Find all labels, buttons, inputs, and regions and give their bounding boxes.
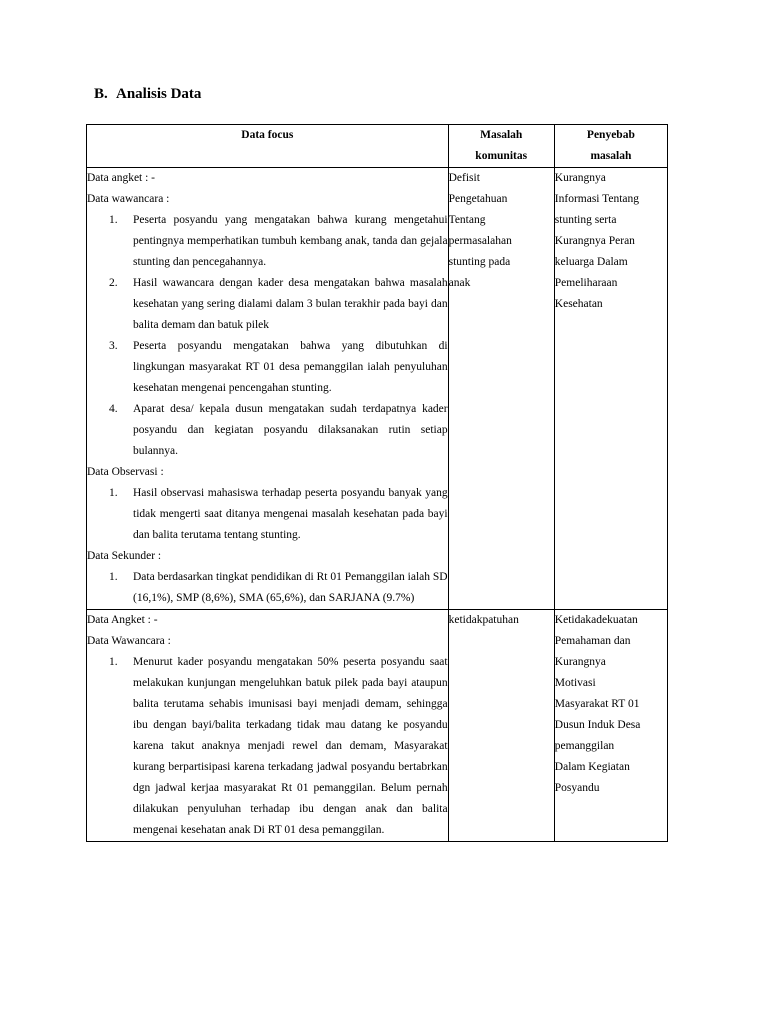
analysis-table [86,124,668,842]
list-item: 4. Aparat desa/ kepala dusun mengatakan sudah terdapatnya kader posyandu dan kegiatan posyandu dilaksanakan rutin setiap bulannya. [109,403,448,457]
sekunder-list [87,567,448,609]
data-wawancara-label: Data Wawancara : [87,635,171,647]
masalah-komunitas-cell: ketidakpatuhan [448,610,554,842]
table-header-row [87,125,668,168]
list-item: 1. Hasil observasi mahasiswa terhadap peserta posyandu banyak yang tidak mengerti saat ditanya mengenai masalah kesehatan pada bayi dan balita terutama tentang stunting. [109,487,448,541]
list-item: 1. Peserta posyandu yang mengatakan bahwa kurang mengetahui pentingnya memperhatikan tumbuh kembang anak, tanda dan gejala stunting dan pencegahannya. [109,214,448,268]
list-item: 1. Menurut kader posyandu mengatakan 50% peserta posyandu saat melakukan kunjungan mengeluhkan batuk pilek pada bayi ataupun balita terutama sehabis imunisasi bayi menjadi demam, sehingga ibu dengan bayi/balita terkadang tidak mau datang ke posyandu karena takut anaknya menjadi rewel dan demam, Masyarakat kurang berpartisipasi karena terkadang jadwal posyandu bertabrkan dgn jadwal kerjaa masyarakat Rt 01 pemanggilan. Belum pernah dilakukan penyuluhan terhadap ibu dengan anak dan balita mengenai kesehatan anak Di RT 01 desa pemanggilan. [109,656,448,836]
table-row [87,168,668,610]
wawancara-list [87,210,448,462]
header-masalah-line1: Masalah [480,129,523,141]
header-penyebab-line2: masalah [590,150,632,162]
masalah-komunitas-cell: Defisit Pengetahuan Tentang permasalahan stunting pada anak [448,168,554,610]
observasi-list [87,483,448,546]
list-item: 3. Peserta posyandu mengatakan bahwa yang dibutuhkan di lingkungan masyarakat RT 01 desa pemanggilan ialah penyuluhan kesehatan mengenai pencengahan stunting. [109,340,448,394]
data-focus-cell [87,168,449,610]
list-item: 2. Hasil wawancara dengan kader desa mengatakan bahwa masalah kesehatan yang sering dialami dalam 3 bulan terakhir pada bayi dan balita demam dan batuk pilek [109,277,448,331]
data-sekunder-label: Data Sekunder : [87,550,162,562]
data-angket-label: Data angket : - [87,172,156,184]
header-data-focus: Data focus [87,125,449,168]
data-angket-label: Data Angket : - [87,614,158,626]
section-heading [94,86,201,103]
section-title: Analisis Data [116,86,202,102]
data-observasi-label: Data Observasi : [87,466,164,478]
header-penyebab-line1: Penyebab [586,129,635,141]
list-item: 1. Data berdasarkan tingkat pendidikan di Rt 01 Pemanggilan ialah SD (16,1%), SMP (8,6%), SMA (65,6%), dan SARJANA (9.7%) [109,571,448,604]
wawancara-list [87,652,448,841]
data-wawancara-label: Data wawancara : [87,193,170,205]
section-number: B. [94,86,108,102]
penyebab-masalah-cell: Kurangnya Informasi Tentang stunting serta Kurangnya Peran keluarga Dalam Pemeliharaan Kesehatan [554,168,667,610]
data-focus-cell [87,610,449,842]
header-penyebab-masalah [554,125,667,168]
header-masalah-komunitas [448,125,554,168]
penyebab-masalah-cell: Ketidakadekuatan Pemahaman dan Kurangnya Motivasi Masyarakat RT 01 Dusun Induk Desa pemanggilan Dalam Kegiatan Posyandu [554,610,667,842]
table-row [87,610,668,842]
header-masalah-line2: komunitas [475,150,528,162]
